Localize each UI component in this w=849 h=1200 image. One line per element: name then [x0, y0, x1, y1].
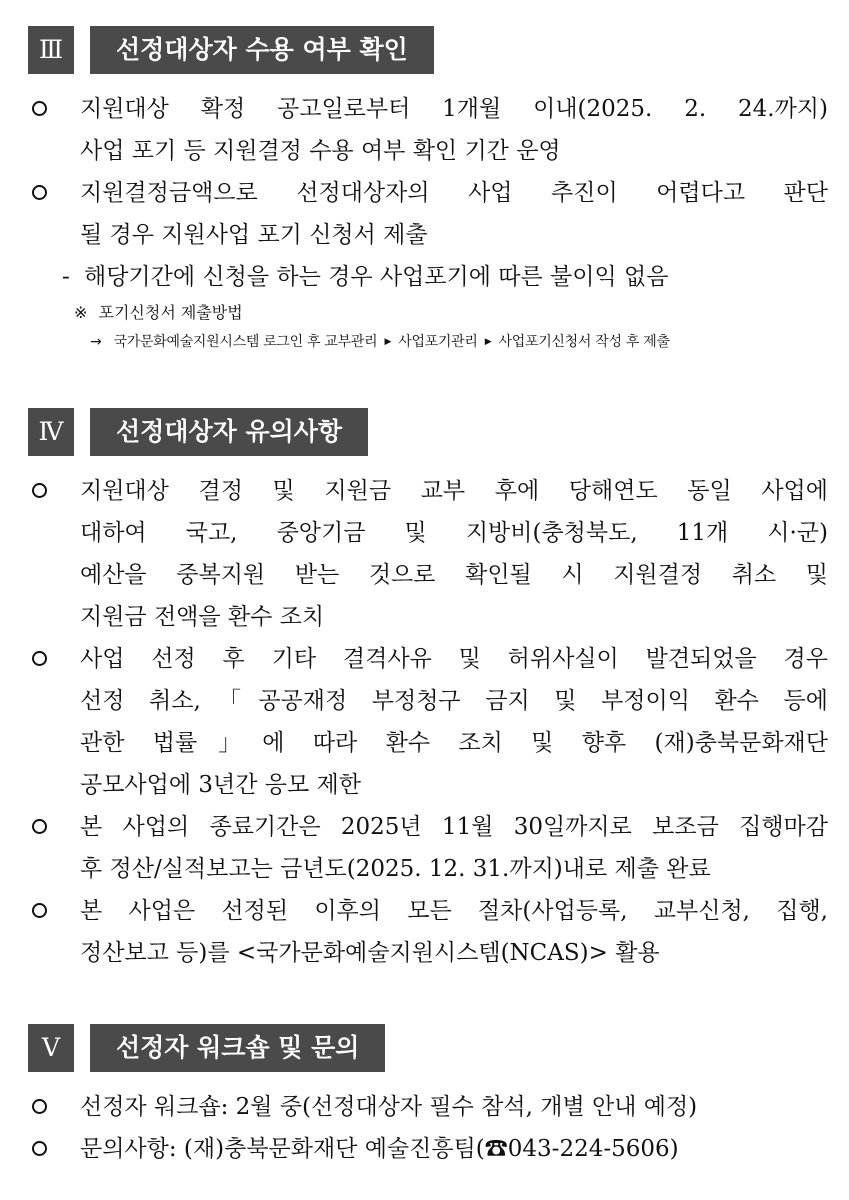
list-item	[28, 806, 828, 890]
right-triangle-icon: ▶	[484, 337, 492, 347]
right-triangle-icon: ▶	[384, 337, 392, 347]
item-line: 문의사항: (재)충북문화재단 예술진흥팀(☎043-224-5606)	[80, 1136, 679, 1162]
list-item	[28, 470, 828, 638]
circle-bullet-icon	[32, 185, 47, 200]
section-5	[28, 1024, 828, 1170]
list-item	[28, 1128, 828, 1170]
item-line: 후 정산/실적보고는 금년도(2025. 12. 31.까지)내로 제출 완료	[80, 856, 711, 882]
item-line: 지원대상 확정 공고일로부터 1개월 이내(2025. 2. 24.까지)	[80, 96, 828, 122]
item-line: 사업 선정 후 기타 결격사유 및 허위사실이 발견되었을 경우	[80, 646, 828, 672]
section-number: Ⅲ	[28, 26, 74, 74]
list-item	[28, 88, 828, 172]
section-header	[28, 26, 828, 74]
note-text: 포기신청서 제출방법	[98, 303, 243, 322]
section-3	[28, 26, 828, 356]
dash-mark: -	[62, 264, 70, 290]
circle-bullet-icon	[32, 1141, 47, 1156]
section-number: Ⅳ	[28, 408, 74, 456]
section-title: 선정대상자 수용 여부 확인	[90, 26, 434, 74]
note-mark: ※	[74, 303, 88, 322]
circle-bullet-icon	[32, 483, 47, 498]
section-number: Ⅴ	[28, 1024, 74, 1072]
section-header	[28, 1024, 828, 1072]
list-item	[28, 890, 828, 974]
dash-item	[28, 256, 828, 298]
item-line: 선정자 워크숍: 2월 중(선정대상자 필수 참석, 개별 안내 예정)	[80, 1094, 698, 1120]
list-item	[28, 638, 828, 806]
section-header	[28, 408, 828, 456]
section-title: 선정대상자 유의사항	[90, 408, 368, 456]
item-line: 정산보고 등)를 <국가문화예술지원시스템(NCAS)> 활용	[80, 940, 660, 966]
circle-bullet-icon	[32, 903, 47, 918]
item-line: 지원금 전액을 환수 조치	[80, 604, 325, 630]
item-line: 대하여 국고, 중앙기금 및 지방비(충청북도, 11개 시·군)	[80, 520, 828, 546]
dash-text: 해당기간에 신청을 하는 경우 사업포기에 따른 불이익 없음	[84, 264, 669, 290]
item-line: 본 사업은 선정된 이후의 모든 절차(사업등록, 교부신청, 집행,	[80, 898, 828, 924]
procedure-line	[28, 328, 828, 356]
item-line: 예산을 중복지원 받는 것으로 확인될 시 지원결정 취소 및	[80, 562, 828, 588]
item-line: 지원대상 결정 및 지원금 교부 후에 당해연도 동일 사업에	[80, 478, 828, 504]
arrow-icon: →	[90, 334, 102, 350]
circle-bullet-icon	[32, 1099, 47, 1114]
circle-bullet-icon	[32, 651, 47, 666]
item-line: 관한 법률」에 따라 환수 조치 및 향후 (재)충북문화재단	[80, 730, 828, 756]
procedure-step: 사업포기관리	[398, 334, 478, 350]
item-line: 사업 포기 등 지원결정 수용 여부 확인 기간 운영	[80, 138, 561, 164]
section-title: 선정자 워크숍 및 문의	[90, 1024, 385, 1072]
item-line: 선정 취소,「공공재정 부정청구 금지 및 부정이익 환수 등에	[80, 688, 828, 714]
procedure-step: 사업포기신청서 작성 후 제출	[498, 334, 670, 350]
list-item	[28, 1086, 828, 1128]
item-line: 본 사업의 종료기간은 2025년 11월 30일까지로 보조금 집행마감	[80, 814, 828, 840]
circle-bullet-icon	[32, 101, 47, 116]
item-line: 지원결정금액으로 선정대상자의 사업 추진이 어렵다고 판단	[80, 180, 828, 206]
note	[28, 298, 828, 328]
item-line: 공모사업에 3년간 응모 제한	[80, 772, 361, 798]
list-item	[28, 172, 828, 256]
section-4	[28, 408, 828, 974]
procedure-step: 국가문화예술지원시스템 로그인 후 교부관리	[113, 334, 378, 350]
item-line: 될 경우 지원사업 포기 신청서 제출	[80, 222, 428, 248]
circle-bullet-icon	[32, 819, 47, 834]
